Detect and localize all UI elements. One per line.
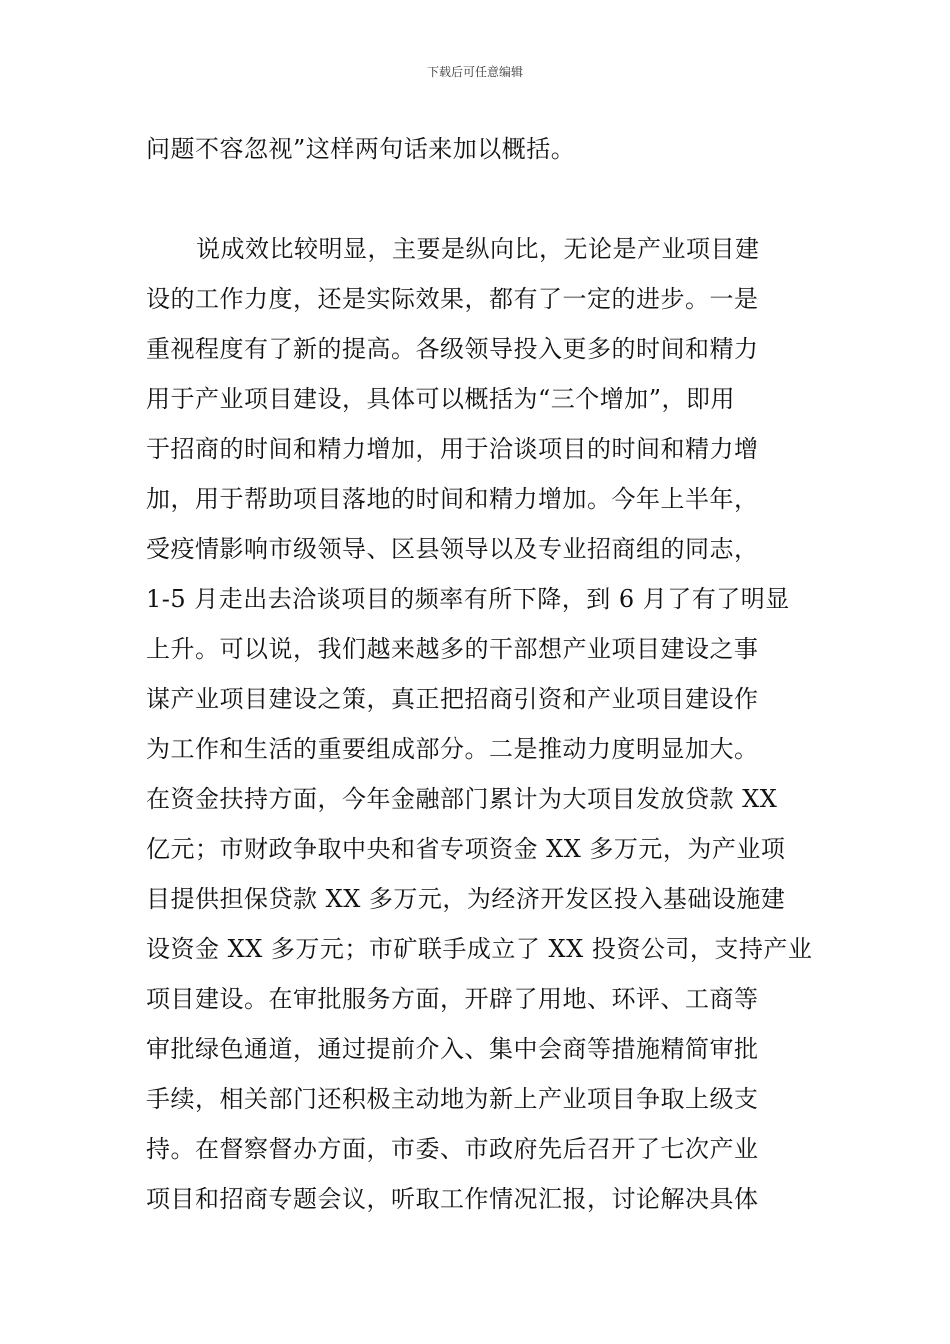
text-line: 用于产业项目建设，具体可以概括为“三个增加”，即用 (146, 385, 736, 413)
paragraph-first-line: 说成效比较明显，主要是纵向比，无论是产业项目建 (196, 235, 760, 263)
text-line: 1-5 月走出去洽谈项目的频率有所下降，到 6 月了有了明显 (146, 585, 790, 613)
text-line: 项目和招商专题会议，听取工作情况汇报，讨论解决具体 (146, 1185, 759, 1213)
text-line: 加，用于帮助项目落地的时间和精力增加。今年上半年， (146, 485, 759, 513)
text-line: 为工作和生活的重要组成部分。二是推动力度明显加大。 (146, 735, 759, 763)
text-line: 谋产业项目建设之策，真正把招商引资和产业项目建设作 (146, 685, 759, 713)
text-line: 设资金 XX 多万元；市矿联手成立了 XX 投资公司，支持产业 (146, 935, 813, 963)
text-line: 重视程度有了新的提高。各级领导投入更多的时间和精力 (146, 335, 759, 363)
text-line: 项目建设。在审批服务方面，开辟了用地、环评、工商等 (146, 985, 759, 1013)
text-line: 审批绿色通道，通过提前介入、集中会商等措施精简审批 (146, 1035, 759, 1063)
text-line: 亿元；市财政争取中央和省专项资金 XX 多万元，为产业项 (146, 835, 786, 863)
text-line: 于招商的时间和精力增加，用于洽谈项目的时间和精力增 (146, 435, 759, 463)
text-line: 持。在督察督办方面，市委、市政府先后召开了七次产业 (146, 1135, 759, 1163)
text-line: 问题不容忽视”这样两句话来加以概括。 (146, 135, 576, 163)
text-line: 在资金扶持方面，今年金融部门累计为大项目发放贷款 XX (146, 785, 778, 813)
text-line: 目提供担保贷款 XX 多万元，为经济开发区投入基础设施建 (146, 885, 786, 913)
text-line: 设的工作力度，还是实际效果，都有了一定的进步。一是 (146, 285, 759, 313)
text-line: 手续，相关部门还积极主动地为新上产业项目争取上级支 (146, 1085, 759, 1113)
text-line: 受疫情影响市级领导、区县领导以及专业招商组的同志， (146, 535, 759, 563)
page-header: 下载后可任意编辑 (426, 65, 523, 79)
text-line: 上升。可以说，我们越来越多的干部想产业项目建设之事 (146, 635, 759, 663)
